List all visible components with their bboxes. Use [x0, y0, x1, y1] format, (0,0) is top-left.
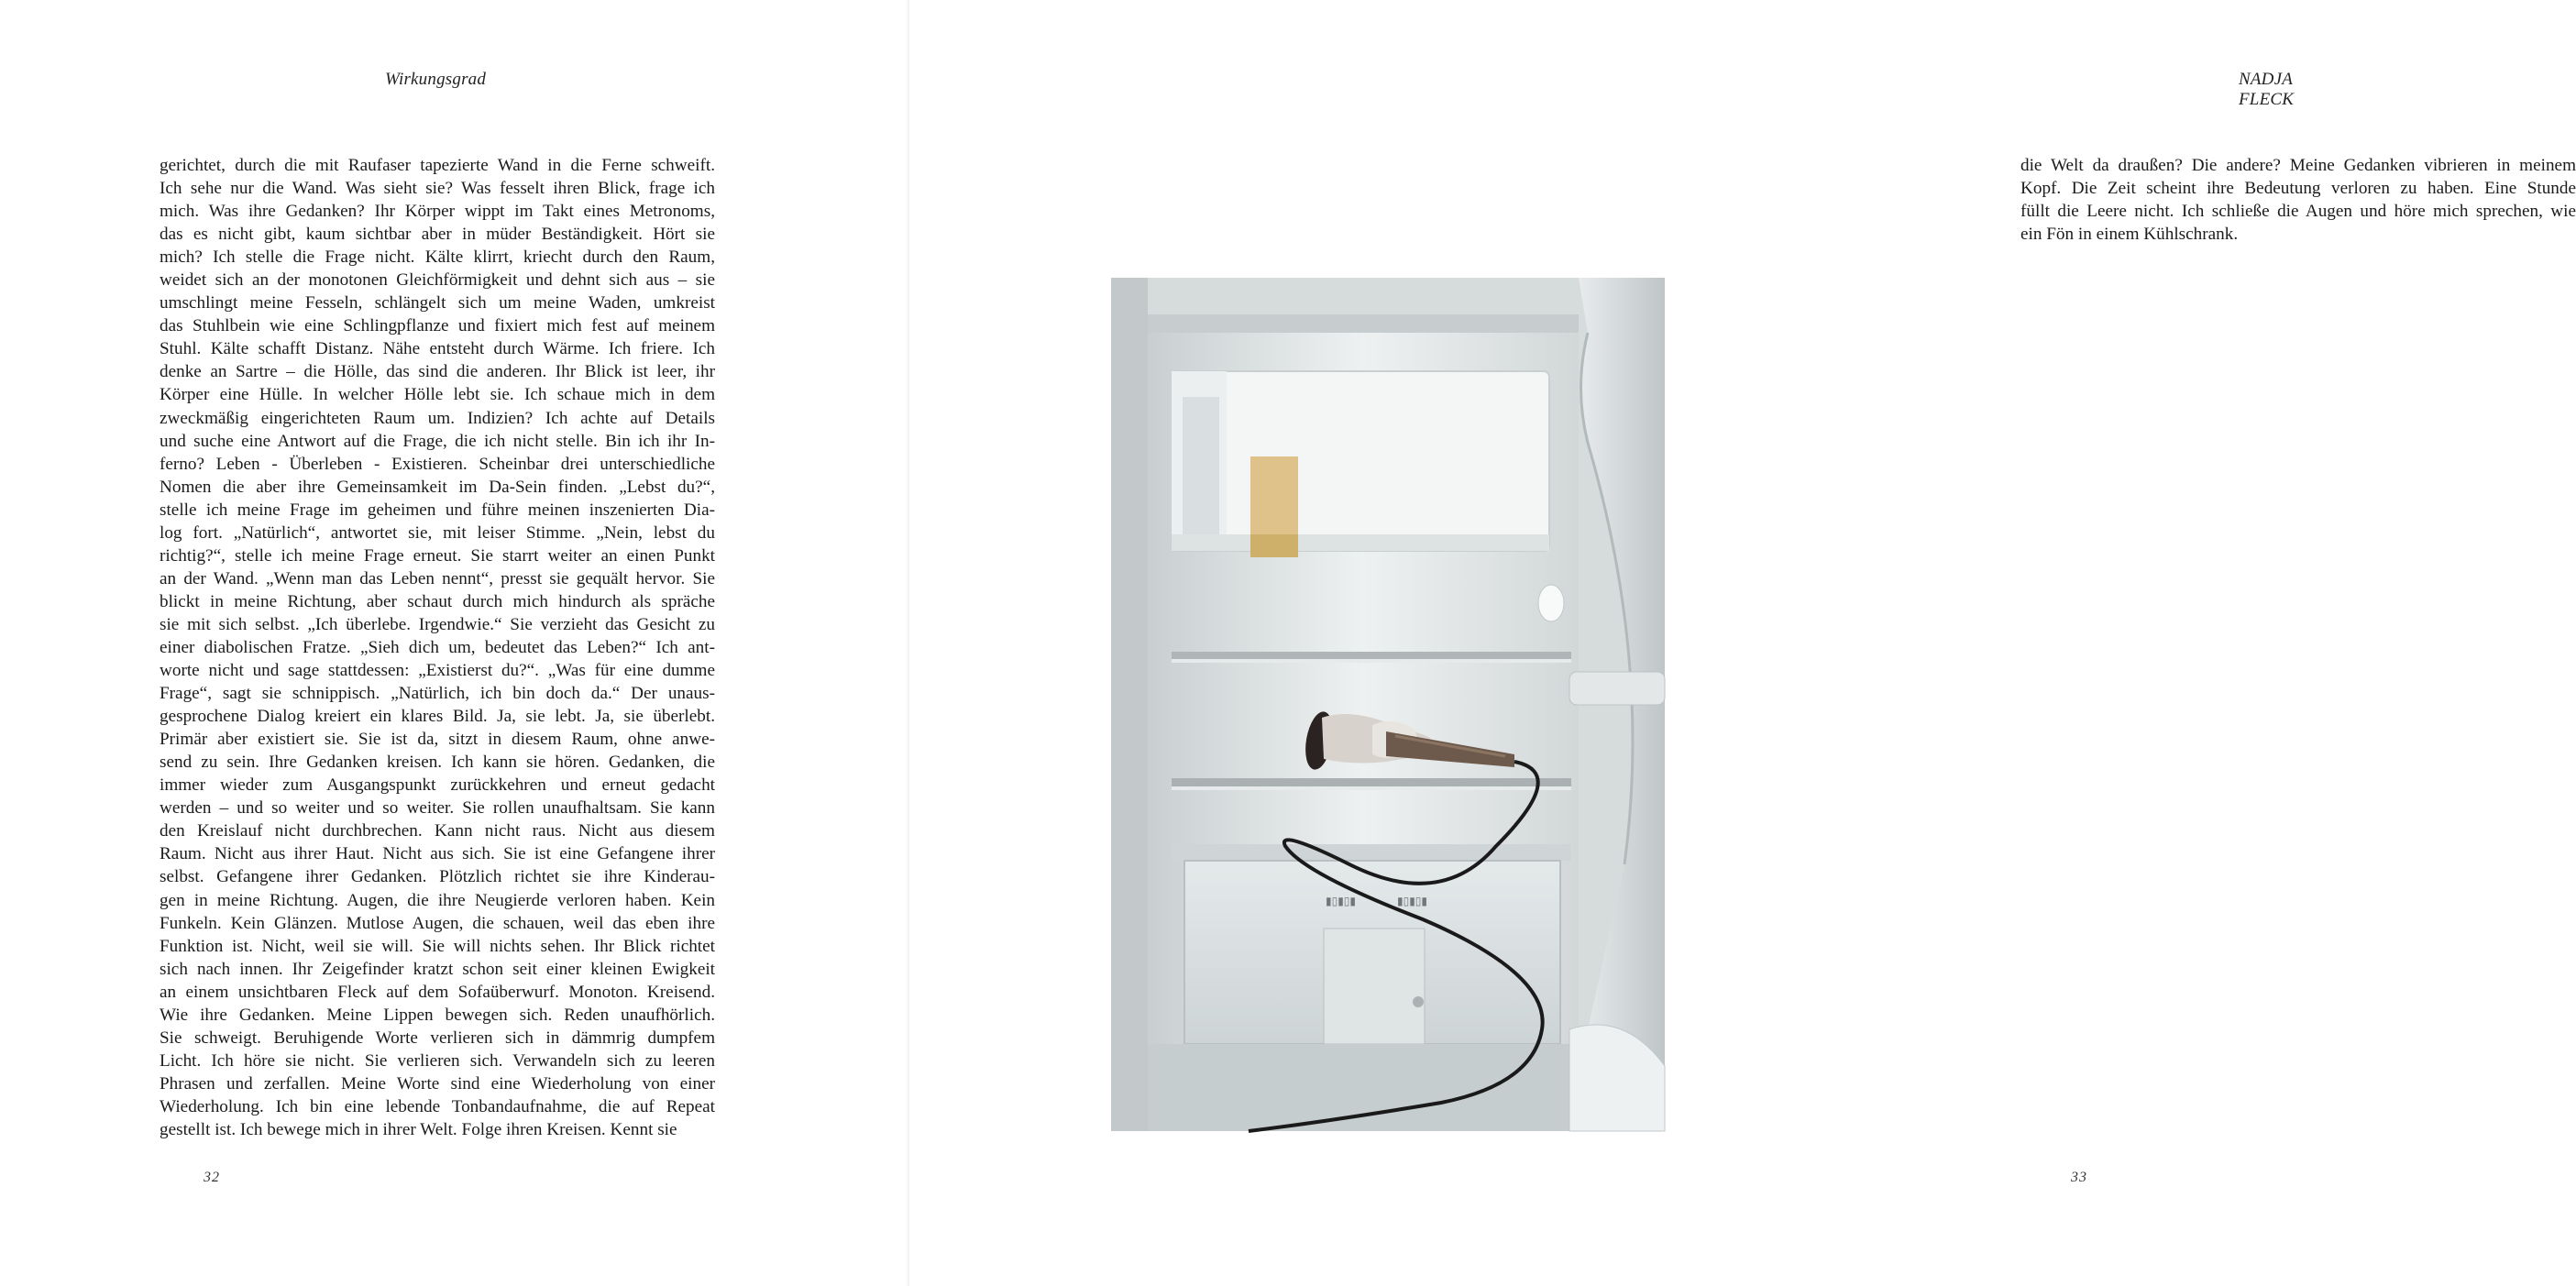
left-body-line: Nomen die aber ihre Gemeinsamkeit im Da-Sein finden. „Lebst du?“,: [160, 477, 715, 497]
running-head-author: NADJA FLECK: [2239, 70, 2295, 109]
photo-fridge-hairdryer-icon: [1111, 278, 1665, 1131]
left-body-line: stelle ich meine Frage im geheimen und führe meinen inszenierten Dia-: [160, 500, 715, 520]
svg-text:▮▯▮▯▮: ▮▯▮▯▮: [1326, 895, 1357, 907]
left-body-line: umschlingt meine Fesseln, schlängelt sich um meine Waden, umkreist: [160, 293, 715, 313]
running-head-title: Wirkungsgrad: [385, 70, 487, 89]
left-body-line: Sie schweigt. Beruhigende Worte verlieren sich in dämmrig dumpfem: [160, 1028, 715, 1048]
left-page: [0, 0, 909, 1286]
left-body-line: Raum. Nicht aus ihrer Haut. Nicht aus sich. Sie ist eine Gefangene ihrer: [160, 844, 715, 864]
left-body-line: gerichtet, durch die mit Raufaser tapezierte Wand in die Ferne schweift.: [160, 156, 715, 175]
left-body-line: den Kreislauf nicht durchbrechen. Kann nicht raus. Nicht aus diesem: [160, 821, 715, 841]
left-body-line: Funktion ist. Nicht, weil sie will. Sie will nichts sehen. Ihr Blick richtet: [160, 936, 715, 956]
page-number-right: 33: [2071, 1170, 2087, 1185]
left-body-line: mich. Was ihre Gedanken? Ihr Körper wippt im Takt eines Metronoms,: [160, 202, 715, 222]
left-body-line: richtig?“, stelle ich meine Frage erneut. Sie starrt weiter an einen Punkt: [160, 545, 715, 566]
left-body-line: selbst. Gefangene ihrer Gedanken. Plötzlich richtet sie ihre Kinderau-: [160, 867, 715, 887]
left-body-line: und suche eine Antwort auf die Frage, die ich nicht stelle. Bin ich ihr In-: [160, 431, 715, 451]
left-body-line: gesprochene Dialog kreiert ein klares Bild. Ja, sie lebt. Ja, sie überlebt.: [160, 707, 715, 727]
page-number-left: 32: [204, 1170, 220, 1185]
left-body-line: Phrasen und zerfallen. Meine Worte sind eine Wiederholung von einer: [160, 1073, 715, 1094]
body-text-right: [2020, 154, 2576, 246]
left-body-line: worte nicht und sage stattdessen: „Existierst du?“. „Was für eine dumme: [160, 661, 715, 681]
left-body-line: einer diabolischen Fratze. „Sieh dich um, bedeutet das Leben?“ Ich ant-: [160, 637, 715, 657]
left-body-line: an einem unsichtbaren Fleck auf dem Sofaüberwurf. Monoton. Kreisend.: [160, 982, 715, 1002]
svg-text:▮▯▮▯▮: ▮▯▮▯▮: [1397, 895, 1428, 907]
left-body-line: werden – und so weiter und so weiter. Sie rollen unaufhaltsam. Sie kann: [160, 798, 715, 819]
left-body-line: Primär aber existiert sie. Sie ist da, sitzt in diesem Raum, ohne anwe-: [160, 730, 715, 750]
right-body-line: Kopf. Die Zeit scheint ihre Bedeutung verloren zu haben. Eine Stunde: [2020, 179, 2576, 199]
left-body-line: send zu sein. Ihre Gedanken kreisen. Ich kann sie hören. Gedanken, die: [160, 753, 715, 773]
left-body-line: Ich sehe nur die Wand. Was sieht sie? Was fesselt ihren Blick, frage ich: [160, 179, 715, 199]
fridge-photo: [1111, 278, 1665, 1131]
left-body-line: immer wieder zum Ausgangspunkt zurückkehren und erneut gedacht: [160, 775, 715, 796]
left-body-line: sich nach innen. Ihr Zeigefinder kratzt schon seit einer kleinen Ewigkeit: [160, 959, 715, 979]
left-body-line: gestellt ist. Ich bewege mich in ihrer Welt. Folge ihren Kreisen. Kennt sie: [160, 1119, 677, 1139]
left-body-line: das es nicht gibt, kaum sichtbar aber in müder Beständigkeit. Hört sie: [160, 225, 715, 245]
left-body-line: an der Wand. „Wenn man das Leben nennt“, presst sie gequält hervor. Sie: [160, 568, 715, 588]
left-body-line: Wiederholung. Ich bin eine lebende Tonbandaufnahme, die auf Repeat: [160, 1096, 715, 1116]
left-body-line: gen in meine Richtung. Augen, die ihre Neugierde verloren haben. Kein: [160, 890, 715, 910]
left-body-line: Körper eine Hülle. In welcher Hölle lebt sie. Ich schaue mich in dem: [160, 385, 715, 405]
left-body-line: das Stuhlbein wie eine Schlingpflanze und fixiert mich fest auf meinem: [160, 316, 715, 336]
left-body-line: Licht. Ich höre sie nicht. Sie verlieren sich. Verwandeln sich zu leeren: [160, 1050, 715, 1071]
left-body-line: Frage“, sagt sie schnippisch. „Natürlich, ich bin doch da.“ Der unaus-: [160, 684, 715, 704]
right-body-line: die Welt da draußen? Die andere? Meine Gedanken vibrieren in meinem: [2020, 156, 2576, 175]
left-body-line: Funkeln. Kein Glänzen. Mutlose Augen, die schauen, weil das eben ihre: [160, 913, 715, 933]
left-body-line: mich? Ich stelle die Frage nicht. Kälte klirrt, kriecht durch den Raum,: [160, 247, 715, 268]
right-body-line: ein Fön in einem Kühlschrank.: [2020, 225, 2239, 245]
left-body-line: zweckmäßig eingerichteten Raum um. Indizien? Ich achte auf Details: [160, 408, 715, 428]
body-text-left: [160, 154, 715, 1141]
left-body-line: blickt in meine Richtung, aber schaut durch mich hindurch als spräche: [160, 591, 715, 611]
left-body-line: weidet sich an der monotonen Gleichförmigkeit und dehnt sich aus – sie: [160, 270, 715, 291]
left-body-line: Stuhl. Kälte schafft Distanz. Nähe entsteht durch Wärme. Ich friere. Ich: [160, 339, 715, 359]
left-body-line: ferno? Leben - Überleben - Existieren. Scheinbar drei unterschiedliche: [160, 454, 715, 474]
left-body-line: sie mit sich selbst. „Ich überlebe. Irgendwie.“ Sie verzieht das Gesicht zu: [160, 614, 715, 634]
left-body-line: Wie ihre Gedanken. Meine Lippen bewegen sich. Reden unaufhörlich.: [160, 1005, 715, 1025]
left-body-line: denke an Sartre – die Hölle, das sind die anderen. Ihr Blick ist leer, ihr: [160, 362, 715, 382]
left-body-line: log fort. „Natürlich“, antwortet sie, mit leiser Stimme. „Nein, lebst du: [160, 522, 715, 543]
right-body-line: füllt die Leere nicht. Ich schließe die Augen und höre mich sprechen, wie: [2020, 202, 2576, 222]
